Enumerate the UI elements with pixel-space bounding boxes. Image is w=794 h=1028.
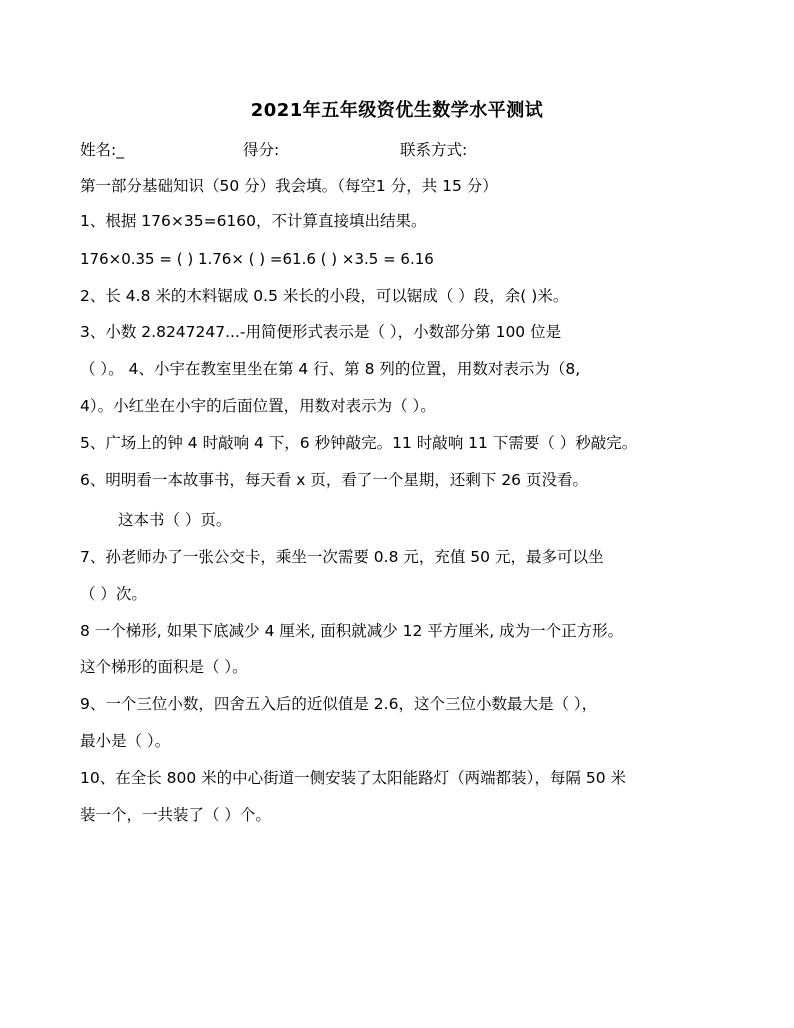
section-heading: 第一部分基础知识（50 分）我会填。（每空1 分，共 15 分） xyxy=(80,177,498,195)
question-7-line-2: （ ）次。 xyxy=(80,585,147,603)
question-3-line-1: 3、小数 2.8247247...-用简便形式表示是（ ），小数部分第 100 位是 xyxy=(80,323,562,341)
page-title: 2021年五年级资优生数学水平测试 xyxy=(250,100,544,121)
name-field-label: 姓名:_ xyxy=(80,141,124,159)
student-info-row xyxy=(80,139,720,161)
question-6-line-1: 6、明明看一本故事书，每天看 x 页，看了一个星期，还剩下 26 页没看。 xyxy=(80,471,588,489)
question-6-line-2: 这本书（ ）页。 xyxy=(118,511,232,529)
question-7-line-1: 7、孙老师办了一张公交卡，乘坐一次需要 0.8 元，充值 50 元，最多可以坐 xyxy=(80,548,604,566)
question-2: 2、长 4.8 米的木料锯成 0.5 米长的小段，可以锯成（ ）段，余( )米。 xyxy=(80,287,569,305)
question-8-line-1: 8 一个梯形, 如果下底减少 4 厘米, 面积就减少 12 平方厘米, 成为一个正方形。 xyxy=(80,622,624,640)
question-1-line-1: 1、根据 176×35=6160，不计算直接填出结果。 xyxy=(80,212,427,230)
question-9-line-1: 9、一个三位小数，四舍五入后的近似值是 2.6，这个三位小数最大是（ ）， xyxy=(80,695,598,713)
question-5: 5、广场上的钟 4 时敲响 4 下，6 秒钟敲完。11 时敲响 11 下需要（ ）秒敲完。 xyxy=(80,434,638,452)
question-3-line-2: （ ）。 4、小宇在教室里坐在第 4 行、第 8 列的位置，用数对表示为（8, xyxy=(80,360,581,378)
score-field-label: 得分: xyxy=(243,141,280,159)
question-8-line-2: 这个梯形的面积是（ ）。 xyxy=(80,658,248,676)
question-1-line-2: 176×0.35 = ( ) 1.76× ( ) =61.6 ( ) ×3.5 = 6.16 xyxy=(80,250,434,268)
question-10-line-1: 10、在全长 800 米的中心街道一侧安装了太阳能路灯（两端都装），每隔 50 米 xyxy=(80,769,626,787)
contact-field-label: 联系方式: xyxy=(400,141,468,159)
question-9-line-2: 最小是（ ）。 xyxy=(80,732,171,750)
question-10-line-2: 装一个，一共装了（ ）个。 xyxy=(80,806,271,824)
question-4-line-2: 4）。小红坐在小宇的后面位置，用数对表示为（ ）。 xyxy=(80,397,436,415)
